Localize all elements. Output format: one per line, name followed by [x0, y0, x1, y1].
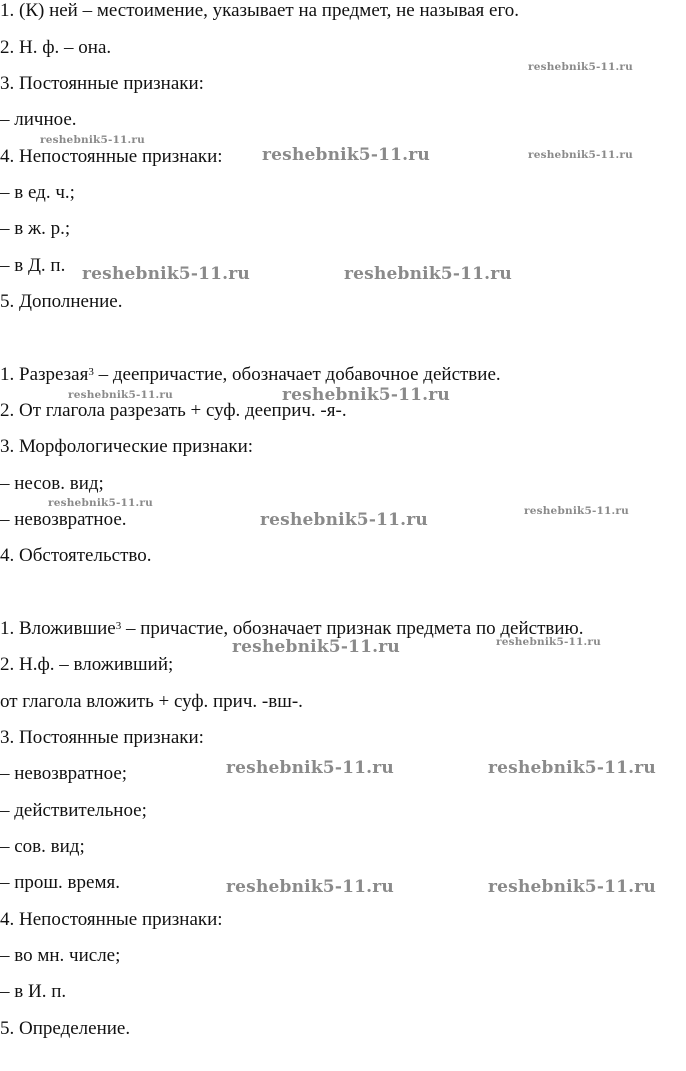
text-line: 5. Определение. — [0, 1018, 131, 1039]
footnote-mark: 3 — [115, 620, 122, 632]
text-line: 3. Постоянные признаки: — [0, 73, 204, 94]
watermark: reshebnik5-11.ru — [488, 877, 656, 897]
text-line: – сов. вид; — [0, 836, 85, 857]
text-line: 2. От глагола разрезать + суф. дееприч. -я-. — [0, 400, 347, 421]
text-line: – в ед. ч.; — [0, 182, 75, 203]
text-line: – действительное; — [0, 800, 147, 821]
text-line: 4. Непостоянные признаки: — [0, 146, 223, 167]
text-line: – невозвратное. — [0, 509, 127, 530]
watermark: reshebnik5-11.ru — [68, 389, 173, 401]
watermark: reshebnik5-11.ru — [82, 264, 250, 284]
text-line — [0, 364, 501, 386]
watermark: reshebnik5-11.ru — [232, 637, 400, 657]
text-fragment: – деепричастие, обозначает добавочное действие. — [93, 364, 501, 385]
text-line: 2. Н. ф. – она. — [0, 37, 112, 58]
watermark: reshebnik5-11.ru — [260, 510, 428, 530]
watermark: reshebnik5-11.ru — [40, 134, 145, 146]
watermark: reshebnik5-11.ru — [226, 877, 394, 897]
text-line: 1. (К) ней – местоимение, указывает на предмет, не называя его. — [0, 0, 520, 21]
watermark: reshebnik5-11.ru — [282, 385, 450, 405]
text-line: – невозвратное; — [0, 763, 128, 784]
text-fragment: 1. Вложившие — [0, 618, 116, 639]
text-line: – в Д. п. — [0, 255, 66, 276]
watermark: reshebnik5-11.ru — [488, 758, 656, 778]
text-line: – в ж. р.; — [0, 218, 71, 239]
watermark: reshebnik5-11.ru — [226, 758, 394, 778]
text-line: от глагола вложить + суф. прич. -вш-. — [0, 691, 303, 712]
watermark: reshebnik5-11.ru — [528, 61, 633, 73]
text-fragment: 1. Разрезая — [0, 364, 89, 385]
watermark: reshebnik5-11.ru — [48, 497, 153, 509]
watermark: reshebnik5-11.ru — [262, 145, 430, 165]
footnote-mark: 3 — [88, 366, 94, 378]
text-line: – во мн. числе; — [0, 945, 121, 966]
text-line: 5. Дополнение. — [0, 291, 123, 312]
text-line: – личное. — [0, 109, 77, 130]
text-line: 4. Непостоянные признаки: — [0, 909, 223, 930]
text-line: – в И. п. — [0, 981, 67, 1002]
watermark: reshebnik5-11.ru — [344, 264, 512, 284]
text-line: – прош. время. — [0, 872, 120, 893]
watermark: reshebnik5-11.ru — [524, 505, 629, 517]
text-line: – несов. вид; — [0, 473, 104, 494]
text-line: 4. Обстоятельство. — [0, 545, 152, 566]
text-line: 3. Морфологические признаки: — [0, 436, 254, 457]
text-line: 2. Н.ф. – вложивший; — [0, 654, 174, 675]
watermark: reshebnik5-11.ru — [528, 149, 633, 161]
text-line: 3. Постоянные признаки: — [0, 727, 204, 748]
watermark: reshebnik5-11.ru — [496, 636, 601, 648]
text-fragment: – причастие, обозначает признак предмета по действию. — [121, 618, 584, 639]
